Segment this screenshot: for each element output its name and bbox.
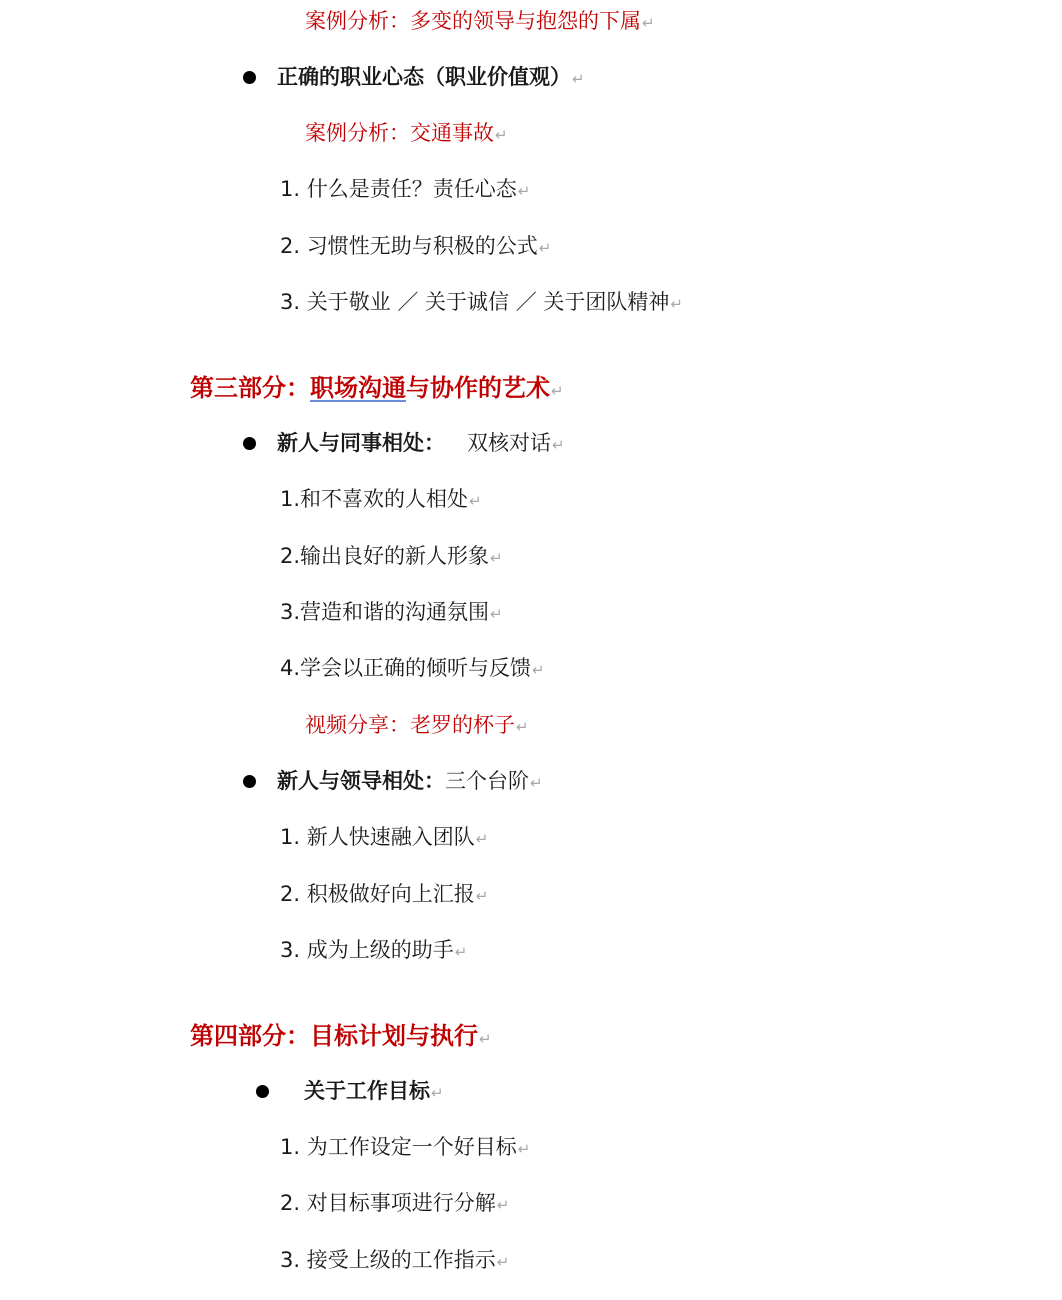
- list-item: 2. 对目标事项进行分解↵: [280, 1191, 510, 1215]
- bullet-dot-icon: [243, 71, 256, 84]
- paragraph-mark-icon: ↵: [516, 718, 529, 736]
- paragraph-mark-icon: ↵: [642, 14, 655, 32]
- bullet-work-goals: 关于工作目标↵: [304, 1079, 444, 1103]
- bullet-career-mindset: 正确的职业心态（职业价值观）↵: [277, 65, 585, 89]
- list-item: 4.学会以正确的倾听与反馈↵: [280, 656, 545, 680]
- paragraph-mark-icon: ↵: [496, 1253, 510, 1271]
- paragraph-mark-icon: ↵: [469, 492, 482, 510]
- paragraph-mark-icon: ↵: [551, 382, 564, 400]
- paragraph-mark-icon: ↵: [454, 943, 468, 961]
- list-item: 3.营造和谐的沟通氛围↵: [280, 600, 503, 624]
- paragraph-mark-icon: ↵: [479, 1030, 492, 1048]
- list-item: 1. 为工作设定一个好目标↵: [280, 1135, 531, 1159]
- paragraph-mark-icon: ↵: [475, 887, 489, 905]
- list-item: 2. 习惯性无助与积极的公式↵: [280, 234, 552, 258]
- paragraph-mark-icon: ↵: [552, 436, 565, 454]
- paragraph-mark-icon: ↵: [517, 1140, 531, 1158]
- bullet-leaders: 新人与领导相处：三个台阶↵: [277, 769, 543, 793]
- section-four-heading: 第四部分：目标计划与执行↵: [190, 1022, 492, 1050]
- list-item: 1. 什么是责任？责任心态↵: [280, 177, 531, 201]
- paragraph-mark-icon: ↵: [495, 126, 508, 144]
- list-item: 3. 接受上级的工作指示↵: [280, 1248, 510, 1272]
- paragraph-mark-icon: ↵: [475, 830, 489, 848]
- paragraph-mark-icon: ↵: [532, 661, 545, 679]
- bullet-colleagues: 新人与同事相处： 双核对话↵: [277, 431, 565, 455]
- paragraph-mark-icon: ↵: [530, 774, 543, 792]
- list-item: 2.输出良好的新人形象↵: [280, 544, 503, 568]
- paragraph-mark-icon: ↵: [496, 1196, 510, 1214]
- bullet-dot-icon: [256, 1085, 269, 1098]
- paragraph-mark-icon: ↵: [670, 295, 683, 313]
- spell-check-underlined-text: 职场沟通: [310, 374, 406, 402]
- list-item: 1. 新人快速融入团队↵: [280, 825, 489, 849]
- paragraph-mark-icon: ↵: [431, 1084, 444, 1102]
- paragraph-mark-icon: ↵: [538, 239, 552, 257]
- paragraph-mark-icon: ↵: [517, 182, 531, 200]
- paragraph-mark-icon: ↵: [490, 549, 503, 567]
- paragraph-mark-icon: ↵: [490, 605, 503, 623]
- list-item: 1.和不喜欢的人相处↵: [280, 487, 482, 511]
- bullet-dot-icon: [243, 437, 256, 450]
- section-three-heading: 第三部分：职场沟通与协作的艺术↵: [190, 374, 564, 402]
- case-analysis-leader: 案例分析：多变的领导与抱怨的下属↵: [305, 9, 655, 33]
- case-analysis-traffic: 案例分析：交通事故↵: [305, 121, 508, 145]
- list-item: 3. 关于敬业 ／ 关于诚信 ／ 关于团队精神↵: [280, 290, 683, 314]
- list-item: 3. 成为上级的助手↵: [280, 938, 468, 962]
- list-item: 2. 积极做好向上汇报↵: [280, 882, 489, 906]
- video-share: 视频分享：老罗的杯子↵: [305, 713, 529, 737]
- paragraph-mark-icon: ↵: [572, 70, 585, 88]
- bullet-dot-icon: [243, 775, 256, 788]
